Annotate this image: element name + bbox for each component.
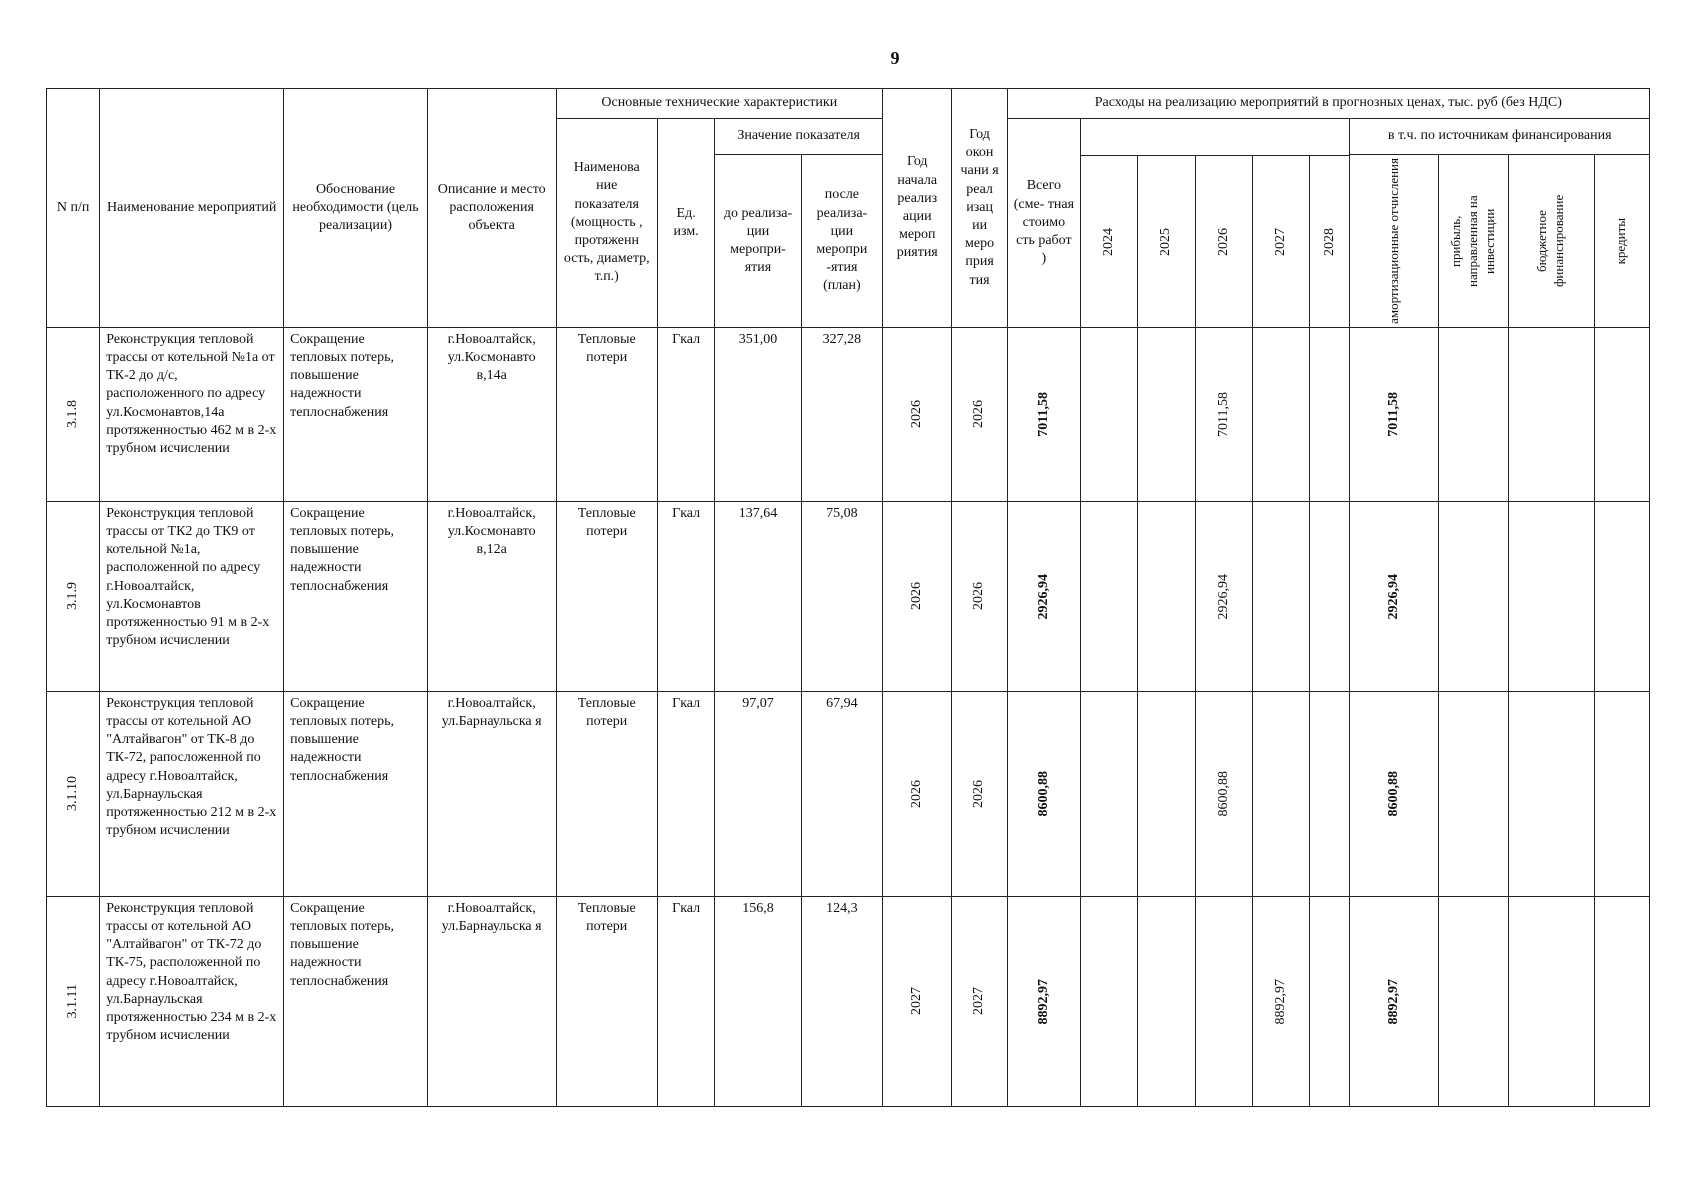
row-location: г.Новоалтайск, ул.Барнаульска я xyxy=(427,896,556,1106)
header-name: Наименование мероприятий xyxy=(100,89,284,328)
header-year-end: Год окон чани я реал изац ии меро прия тия xyxy=(952,89,1007,328)
header-src-credit-label: кредиты xyxy=(1613,217,1629,265)
row-indicator: Тепловые потери xyxy=(556,327,658,501)
row-amort-label: 2926,94 xyxy=(1386,573,1401,620)
row-y2025 xyxy=(1138,327,1195,501)
row-y2024 xyxy=(1081,501,1138,691)
row-budget xyxy=(1509,691,1594,896)
row-amort xyxy=(1350,501,1438,691)
header-unit: Ед. изм. xyxy=(658,119,715,328)
row-amort-label: 7011,58 xyxy=(1386,392,1401,437)
header-num: N п/п xyxy=(47,89,100,328)
row-amort xyxy=(1350,327,1438,501)
row-amort xyxy=(1350,896,1438,1106)
row-y2028 xyxy=(1310,327,1350,501)
row-num xyxy=(47,896,100,1106)
row-location: г.Новоалтайск, ул.Космонавто в,12а xyxy=(427,501,556,691)
row-amort xyxy=(1350,691,1438,896)
row-year-start-label: 2026 xyxy=(909,400,925,429)
row-after: 75,08 xyxy=(801,501,882,691)
row-profit xyxy=(1438,501,1508,691)
row-y2028 xyxy=(1310,501,1350,691)
row-year-start xyxy=(883,327,952,501)
header-year-2026 xyxy=(1195,156,1252,328)
investment-table xyxy=(46,88,1650,1107)
row-total-label: 2926,94 xyxy=(1035,573,1051,620)
row-total-label: 7011,58 xyxy=(1035,392,1051,437)
row-budget xyxy=(1509,501,1594,691)
row-credit xyxy=(1594,501,1649,691)
header-after: после реализа- ции меропри -ятия (план) xyxy=(801,155,882,328)
row-before: 156,8 xyxy=(715,896,801,1106)
row-justification: Сокращение тепловых потерь, повышение надежности теплоснабжения xyxy=(284,896,428,1106)
row-credit xyxy=(1594,896,1649,1106)
row-y2027 xyxy=(1252,691,1309,896)
row-indicator: Тепловые потери xyxy=(556,896,658,1106)
row-num-label: 3.1.8 xyxy=(65,400,81,429)
row-y2026-label: 8600,88 xyxy=(1215,771,1231,817)
table-body xyxy=(47,327,1650,1106)
row-year-end xyxy=(952,691,1007,896)
header-year-2026-label: 2026 xyxy=(1215,227,1231,256)
row-unit: Гкал xyxy=(658,501,715,691)
row-year-start xyxy=(883,501,952,691)
header-indicator-value: Значение показателя xyxy=(715,119,883,155)
row-y2027 xyxy=(1252,327,1309,501)
row-y2028 xyxy=(1310,691,1350,896)
header-sources: в т.ч. по источникам финансирования xyxy=(1350,119,1650,155)
table-row xyxy=(47,896,1650,1106)
row-year-end-label: 2027 xyxy=(971,987,987,1016)
row-y2025 xyxy=(1138,501,1195,691)
header-src-credit xyxy=(1594,155,1649,328)
row-y2027 xyxy=(1252,896,1309,1106)
table-row xyxy=(47,327,1650,501)
header-years-group xyxy=(1081,119,1350,156)
row-y2025 xyxy=(1138,896,1195,1106)
row-before: 137,64 xyxy=(715,501,801,691)
row-year-start-label: 2026 xyxy=(909,582,925,611)
header-src-amort-label: амортизационные отчисления xyxy=(1385,158,1401,324)
row-year-start xyxy=(883,896,952,1106)
header-tech: Основные технические характеристики xyxy=(556,89,883,119)
row-amort-label: 8600,88 xyxy=(1386,771,1401,817)
row-y2027-label: 8892,97 xyxy=(1272,978,1288,1025)
row-before: 97,07 xyxy=(715,691,801,896)
header-year-2027 xyxy=(1252,156,1309,328)
header-year-2028 xyxy=(1310,156,1350,328)
table-row xyxy=(47,501,1650,691)
header-year-2025 xyxy=(1138,156,1195,328)
row-num xyxy=(47,327,100,501)
table-header xyxy=(47,89,1650,328)
row-y2026 xyxy=(1195,327,1252,501)
header-location: Описание и место расположения объекта xyxy=(427,89,556,328)
row-y2027 xyxy=(1252,501,1309,691)
row-profit xyxy=(1438,691,1508,896)
table-row xyxy=(47,691,1650,896)
row-y2026-label: 7011,58 xyxy=(1215,391,1231,437)
row-total xyxy=(1007,501,1080,691)
row-total-label: 8892,97 xyxy=(1035,978,1051,1025)
row-unit: Гкал xyxy=(658,896,715,1106)
header-indicator-name: Наименова ние показателя (мощность , протяженн ость, диаметр, т.п.) xyxy=(556,119,658,328)
row-total-label: 8600,88 xyxy=(1035,771,1051,817)
header-year-2028-label: 2028 xyxy=(1321,227,1337,256)
header-src-profit-label: прибыль, направленная на инвестиции xyxy=(1448,195,1497,287)
row-name: Реконструкция тепловой трассы от котельной №1а от ТК-2 до д/с, расположенного по адресу ул.Космонавтов,14а протяженностью 462 м в 2-х трубном исчислении xyxy=(100,327,284,501)
row-name: Реконструкция тепловой трассы от котельной АО "Алтайвагон" от ТК-8 до ТК-72, рапосложенной по адресу г.Новоалтайск, ул.Барнаульская протяженностью 212 м в 2-х трубном исчислении xyxy=(100,691,284,896)
row-num-label: 3.1.11 xyxy=(65,984,81,1019)
row-after: 124,3 xyxy=(801,896,882,1106)
row-y2026 xyxy=(1195,501,1252,691)
row-year-end-label: 2026 xyxy=(971,400,987,429)
row-credit xyxy=(1594,327,1649,501)
row-total xyxy=(1007,327,1080,501)
row-amort-label: 8892,97 xyxy=(1386,978,1401,1025)
row-name: Реконструкция тепловой трассы от котельной АО "Алтайвагон" от ТК-72 до ТК-75, расположенной по адресу г.Новоалтайск, ул.Барнаульская протяженностью 234 м в 2-х трубном исчислении xyxy=(100,896,284,1106)
header-total: Всего (сме- тная стоимо сть работ ) xyxy=(1007,119,1080,328)
row-total xyxy=(1007,896,1080,1106)
row-indicator: Тепловые потери xyxy=(556,501,658,691)
row-justification: Сокращение тепловых потерь, повышение надежности теплоснабжения xyxy=(284,691,428,896)
row-y2026-label: 2926,94 xyxy=(1215,573,1231,620)
row-y2028 xyxy=(1310,896,1350,1106)
row-y2024 xyxy=(1081,896,1138,1106)
row-budget xyxy=(1509,896,1594,1106)
row-unit: Гкал xyxy=(658,327,715,501)
row-justification: Сокращение тепловых потерь, повышение надежности теплоснабжения xyxy=(284,327,428,501)
header-src-budget-label: бюджетное финансирование xyxy=(1534,194,1567,288)
row-indicator: Тепловые потери xyxy=(556,691,658,896)
header-year-2027-label: 2027 xyxy=(1272,227,1288,256)
header-year-2025-label: 2025 xyxy=(1158,227,1174,256)
header-year-start: Год начала реализ ации мероп риятия xyxy=(883,89,952,328)
row-justification: Сокращение тепловых потерь, повышение надежности теплоснабжения xyxy=(284,501,428,691)
row-y2026 xyxy=(1195,896,1252,1106)
row-profit xyxy=(1438,896,1508,1106)
header-year-2024 xyxy=(1081,156,1138,328)
row-before: 351,00 xyxy=(715,327,801,501)
header-year-2024-label: 2024 xyxy=(1101,227,1117,256)
row-year-start-label: 2027 xyxy=(909,987,925,1016)
row-credit xyxy=(1594,691,1649,896)
row-name: Реконструкция тепловой трассы от ТК2 до ТК9 от котельной №1а, расположенной по адресу г.Новоалтайск, ул.Космонавтов протяженностью 91 м в 2-х трубном исчислении xyxy=(100,501,284,691)
row-location: г.Новоалтайск, ул.Барнаульска я xyxy=(427,691,556,896)
row-year-end xyxy=(952,501,1007,691)
row-unit: Гкал xyxy=(658,691,715,896)
row-num xyxy=(47,501,100,691)
row-total xyxy=(1007,691,1080,896)
row-y2025 xyxy=(1138,691,1195,896)
header-justification: Обоснование необходимости (цель реализации) xyxy=(284,89,428,328)
header-before: до реализа- ции меропри- ятия xyxy=(715,155,801,328)
row-budget xyxy=(1509,327,1594,501)
row-year-end-label: 2026 xyxy=(971,779,987,808)
row-year-start-label: 2026 xyxy=(909,779,925,808)
header-src-profit xyxy=(1438,155,1508,328)
row-y2024 xyxy=(1081,327,1138,501)
row-profit xyxy=(1438,327,1508,501)
row-after: 327,28 xyxy=(801,327,882,501)
row-y2024 xyxy=(1081,691,1138,896)
header-src-budget xyxy=(1509,155,1594,328)
row-num-label: 3.1.9 xyxy=(65,582,81,611)
page-number: 9 xyxy=(890,48,900,68)
row-after: 67,94 xyxy=(801,691,882,896)
row-y2026 xyxy=(1195,691,1252,896)
header-costs: Расходы на реализацию мероприятий в прогнозных ценах, тыс. руб (без НДС) xyxy=(1007,89,1649,119)
header-src-amort xyxy=(1350,155,1438,328)
row-year-start xyxy=(883,691,952,896)
row-num-label: 3.1.10 xyxy=(65,776,81,812)
row-year-end xyxy=(952,327,1007,501)
row-year-end xyxy=(952,896,1007,1106)
row-year-end-label: 2026 xyxy=(971,582,987,611)
row-location: г.Новоалтайск, ул.Космонавто в,14а xyxy=(427,327,556,501)
row-num xyxy=(47,691,100,896)
